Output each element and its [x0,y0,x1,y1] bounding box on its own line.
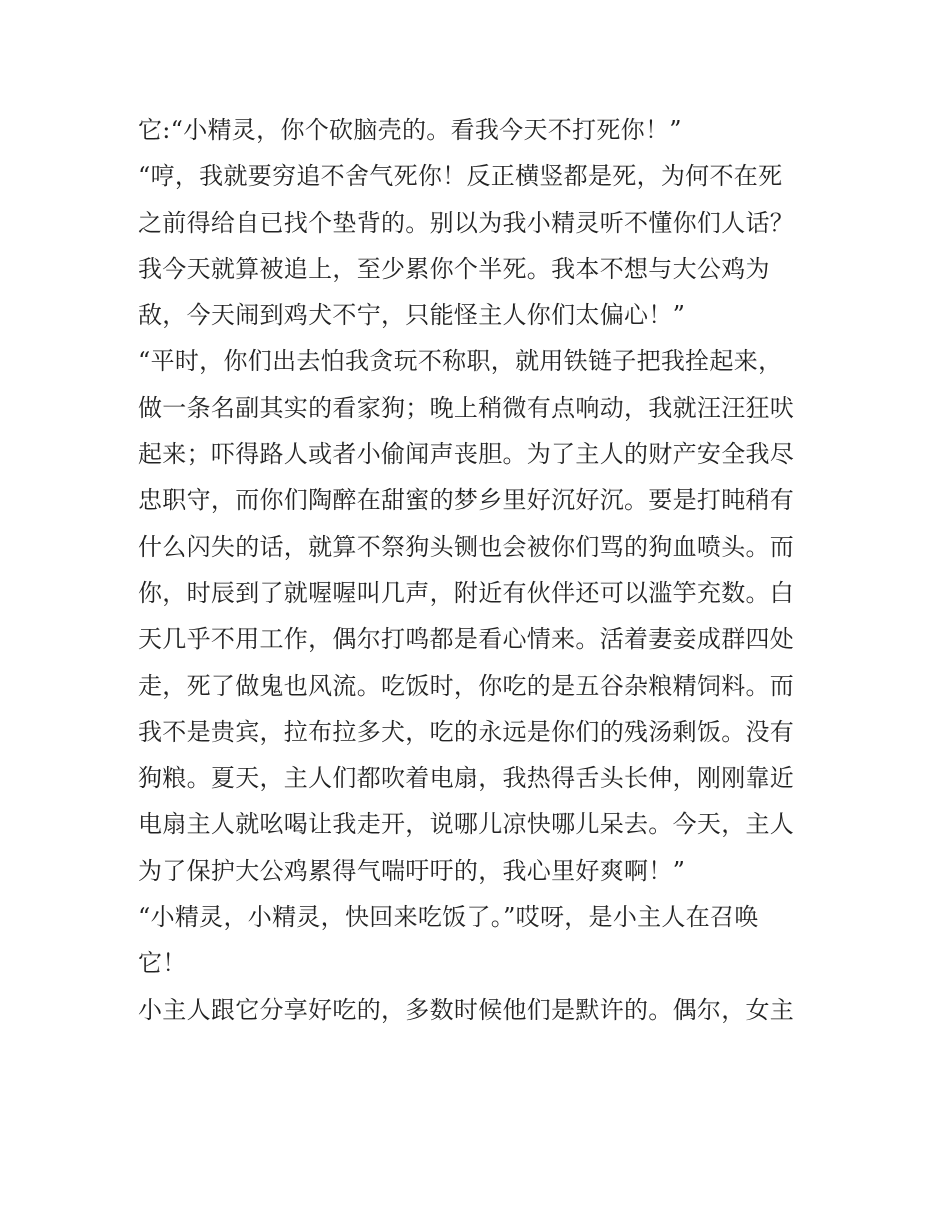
text-line: 为了保护大公鸡累得气喘吁吁的，我心里好爽啊！” [138,856,686,885]
text-line: 起来；吓得路人或者小偷闻声丧胆。为了主人的财产安全我尽 [138,440,795,469]
body-text [138,107,828,1033]
text-line: 走，死了做鬼也风流。吃饭时，你吃的是五谷杂粮精饲料。而 [138,671,795,700]
text-line: 敌，今天闹到鸡犬不宁，只能怪主人你们太偏心！” [138,301,686,330]
text-line: “哼，我就要穷追不舍气死你！反正横竖都是死，为何不在死 [138,162,783,191]
text-line: 它！ [138,949,187,978]
text-line: 狗粮。夏天，主人们都吹着电扇，我热得舌头长伸，刚刚靠近 [138,764,795,793]
text-line: 天几乎不用工作，偶尔打鸣都是看心情来。活着妻妾成群四处 [138,625,795,654]
text-line: 小主人跟它分享好吃的，多数时候他们是默许的。偶尔，女主 [138,995,795,1024]
text-line: 什么闪失的话，就算不祭狗头铡也会被你们骂的狗血喷头。而 [138,532,795,561]
text-line: 做一条名副其实的看家狗；晚上稍微有点响动，我就汪汪狂吠 [138,393,795,422]
text-line: 之前得给自已找个垫背的。别以为我小精灵听不懂你们人话？ [138,208,795,237]
text-line: 我不是贵宾，拉布拉多犬，吃的永远是你们的残汤剩饭。没有 [138,717,795,746]
text-line: “平时，你们出去怕我贪玩不称职，就用铁链子把我拴起来， [138,347,783,376]
text-line: “小精灵，小精灵，快回来吃饭了。”哎呀，是小主人在召唤 [138,903,759,932]
text-line: 我今天就算被追上，至少累你个半死。我本不想与大公鸡为 [138,254,770,283]
text-line: 你，时辰到了就喔喔叫几声，附近有伙伴还可以滥竽充数。白 [138,578,795,607]
text-line: 忠职守，而你们陶醉在甜蜜的梦乡里好沉好沉。要是打盹稍有 [138,486,795,515]
text-line: 它:“小精灵，你个砍脑壳的。看我今天不打死你！” [138,116,682,144]
text-line: 电扇主人就吆喝让我走开，说哪儿凉快哪儿呆去。今天，主人 [138,810,795,839]
